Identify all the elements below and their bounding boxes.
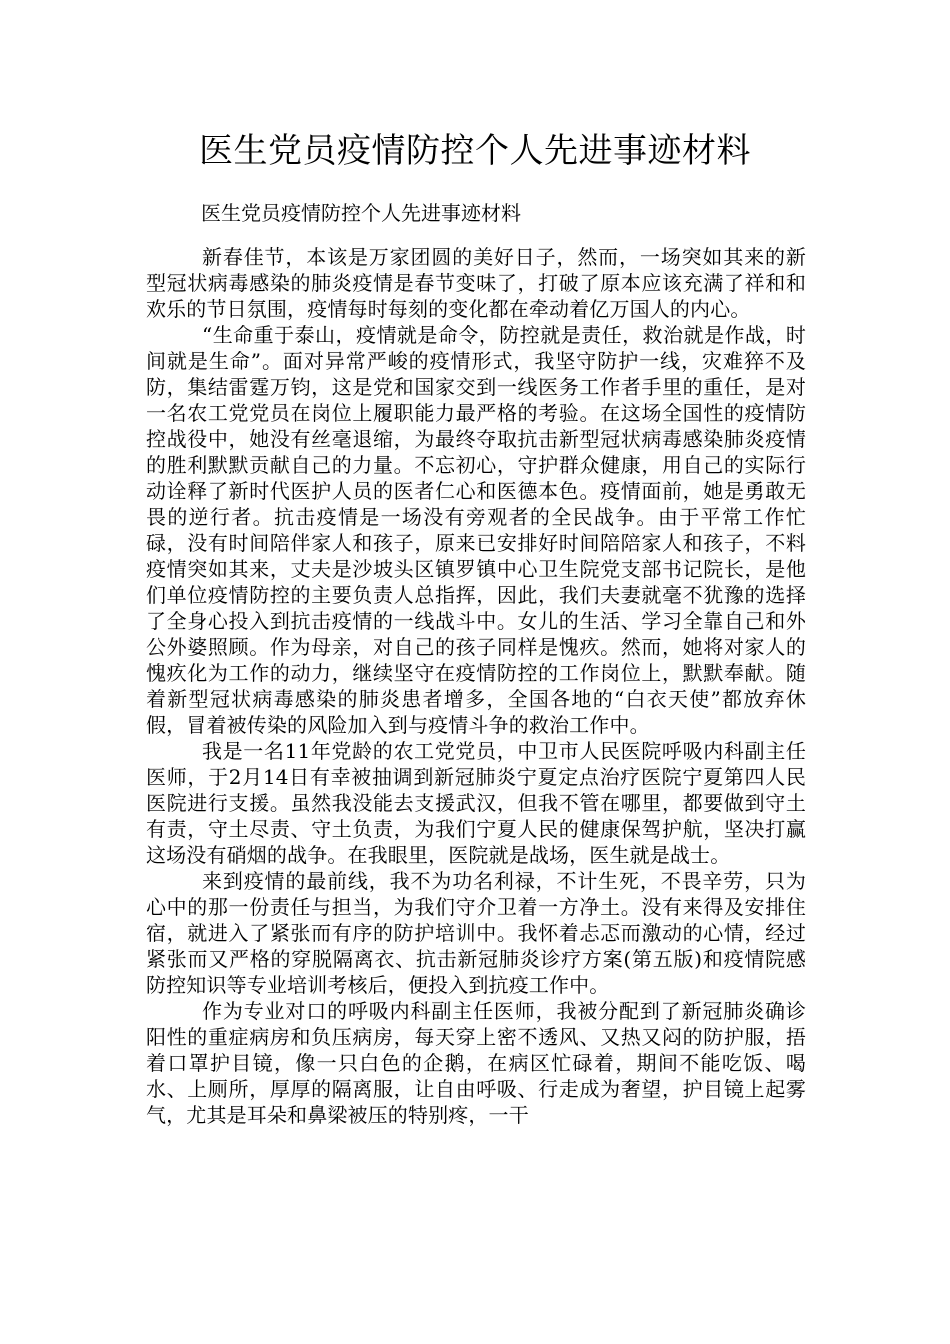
document-title: 医生党员疫情防控个人先进事迹材料 [199,131,751,171]
paragraph: 我是一名11年党龄的农工党党员，中卫市人民医院呼吸内科副主任医师，于2月14日有幸被抽调到新冠肺炎宁夏定点治疗医院宁夏第四人民医院进行支援。虽然我没能去支援武汉，但我不管在哪里，都要做到守土有责，守土尽责、守土负责，为我们宁夏人民的健康保驾护航，坚决打赢这场没有硝烟的战争。在我眼里，医院就是战场，医生就是战士。 [146,739,806,867]
paragraph: 新春佳节，本该是万家团圆的美好日子，然而，一场突如其来的新型冠状病毒感染的肺炎疫情是春节变味了，打破了原本应该充满了祥和和欢乐的节日氛围，疫情每时每刻的变化都在牵动着亿万国人的内心。 [146,245,806,321]
document-subtitle: 医生党员疫情防控个人先进事迹材料 [201,201,521,225]
document-body [146,244,806,1128]
paragraph: “生命重于泰山，疫情就是命令，防控就是责任，救治就是作战，时间就是生命”。面对异常严峻的疫情形式，我坚守防护一线，灾难猝不及防，集结雷霆万钧，这是党和国家交到一线医务工作者手里的重任，是对一名农工党党员在岗位上履职能力最严格的考验。在这场全国性的疫情防控战役中，她没有丝毫退缩，为最终夺取抗击新型冠状病毒感染肺炎疫情的胜利默默贡献自己的力量。不忘初心，守护群众健康，用自己的实际行动诠释了新时代医护人员的医者仁心和医德本色。疫情面前，她是勇敢无畏的逆行者。抗击疫情是一场没有旁观者的全民战争。由于平常工作忙碌，没有时间陪伴家人和孩子，原来已安排好时间陪陪家人和孩子，不料疫情突如其来，丈夫是沙坡头区镇罗镇中心卫生院党支部书记院长，是他们单位疫情防控的主要负责人总指挥，因此，我们夫妻就毫不犹豫的选择了全身心投入到抗击疫情的一线战斗中。女儿的生活、学习全靠自己和外公外婆照顾。作为母亲，对自己的孩子同样是愧疚。然而，她将对家人的愧疚化为工作的动力，继续坚守在疫情防控的工作岗位上，默默奉献。随着新型冠状病毒感染的肺炎患者增多，全国各地的“白衣天使”都放弃休假，冒着被传染的风险加入到与疫情斗争的救治工作中。 [146,323,806,737]
paragraph: 作为专业对口的呼吸内科副主任医师，我被分配到了新冠肺炎确诊阳性的重症病房和负压病房，每天穿上密不透风、又热又闷的防护服，捂着口罩护目镜，像一只白色的企鹅，在病区忙碌着，期间不能吃饭、喝水、上厕所，厚厚的隔离服，让自由呼吸、行走成为奢望，护目镜上起雾气，尤其是耳朵和鼻梁被压的特别疼，一干 [146,999,806,1127]
paragraph: 来到疫情的最前线，我不为功名利禄，不计生死，不畏辛劳，只为心中的那一份责任与担当，为我们守介卫着一方净土。没有来得及安排住宿，就进入了紧张而有序的防护培训中。我怀着忐忑而激动的心情，经过紧张而又严格的穿脱隔离衣、抗击新冠肺炎诊疗方案(第五版)和疫情院感防控知识等专业培训考核后，便投入到抗疫工作中。 [146,869,806,997]
